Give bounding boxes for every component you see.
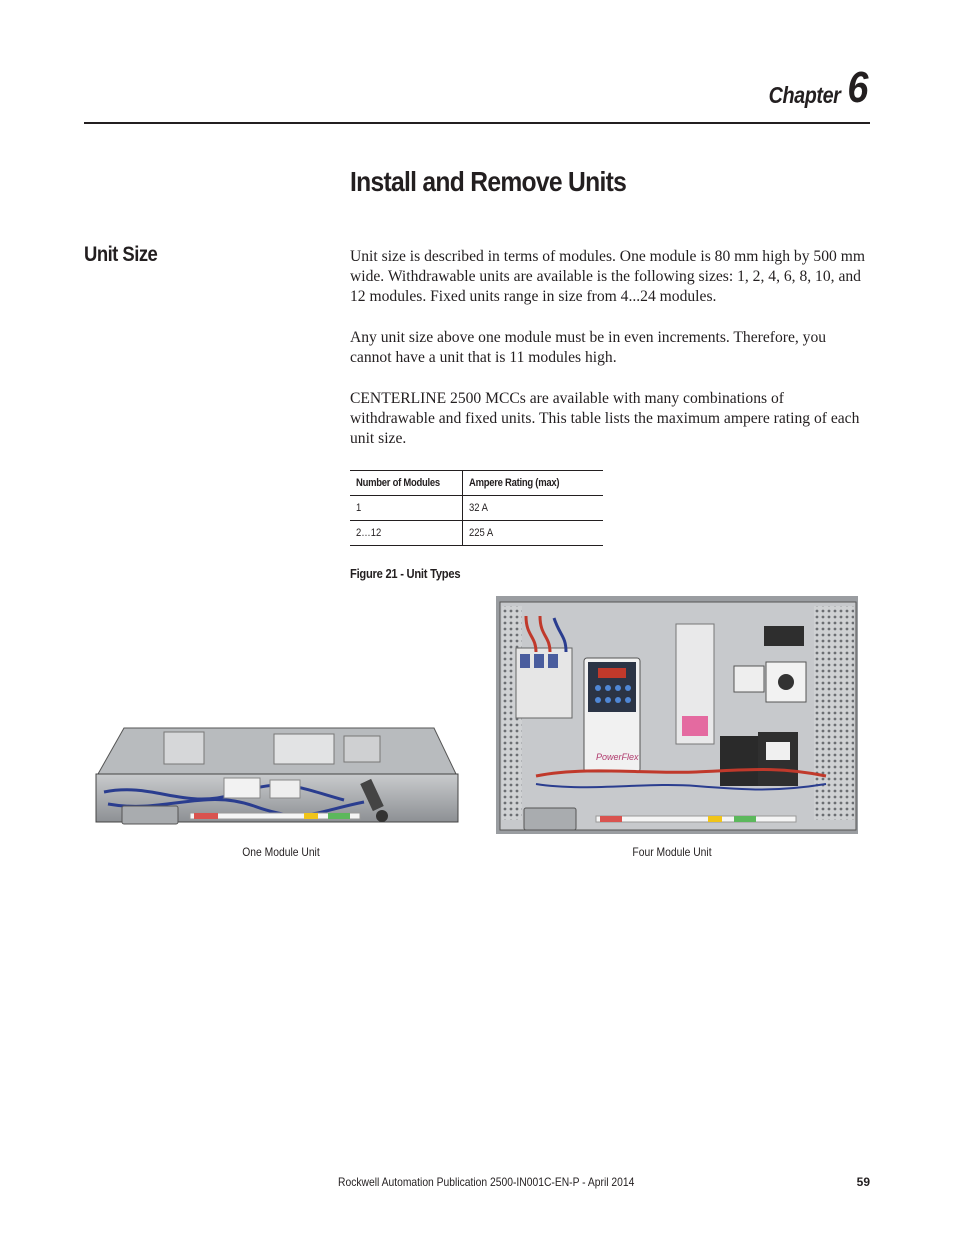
paragraph-unit-size: Unit size is described in terms of modules. One module is 80 mm high by 500 mm wide. Withdrawable units are available is the following sizes: 1, 2, 4, 6, 8, 10, and 12 modules. Fixed units range in size from 4...24 modules.: [350, 248, 865, 305]
paragraph-increments: Any unit size above one module must be in even increments. Therefore, you cannot have a unit that is 11 modules high.: [350, 329, 827, 366]
section-heading-unit-size: Unit Size: [84, 243, 158, 266]
chapter-heading: [757, 63, 868, 112]
table-cell: 2…12: [350, 521, 463, 546]
figure-caption: Figure 21 - Unit Types: [350, 566, 461, 581]
chapter-word: Chapter: [768, 82, 841, 108]
footer-publication: Rockwell Automation Publication 2500-IN001C-EN-P - April 2014: [338, 1175, 635, 1189]
table-header-row: [350, 471, 603, 496]
chapter-number: 6: [847, 63, 868, 112]
powerflex-logo-text: PowerFlex: [596, 752, 639, 762]
paragraph-centerline: CENTERLINE 2500 MCCs are available with many combinations of withdrawable and fixed units. This table lists the maximum ampere rating of each unit size.: [350, 390, 860, 447]
page-title: Install and Remove Units: [350, 166, 627, 197]
table-cell: 225 A: [463, 521, 604, 546]
table-header-modules: Number of Modules: [350, 471, 463, 496]
table-cell: 1: [350, 496, 463, 521]
four-module-unit-image: [496, 596, 858, 834]
table-row: [350, 496, 603, 521]
footer-page-number: 59: [856, 1175, 870, 1189]
table-row: [350, 521, 603, 546]
ampere-rating-table: [350, 470, 603, 546]
table-cell: 32 A: [463, 496, 604, 521]
one-module-unit-image: [94, 722, 460, 828]
header-rule: [84, 122, 870, 124]
table-header-ampere: Ampere Rating (max): [463, 471, 604, 496]
